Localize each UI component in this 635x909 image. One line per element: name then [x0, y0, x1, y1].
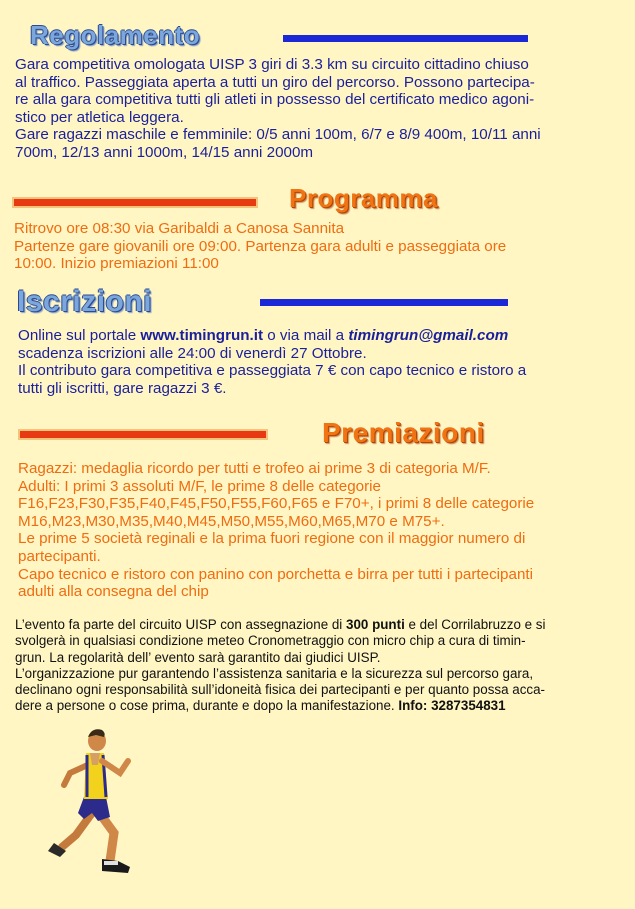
text-middle: o via mail a: [263, 327, 349, 344]
text-suffix: e del Corrilabruzzo e si: [404, 617, 546, 632]
text-line: al traffico. Passeggiata aperta a tutti un giro del percorso. Possono partecipa-: [15, 73, 535, 91]
programma-text: [14, 220, 629, 273]
info-text: [15, 617, 630, 715]
text-line: Le prime 5 società reginali e la prima fuori regione con il maggior numero di: [18, 530, 526, 548]
text-line: re alla gara competitiva tutti gli atleti in possesso del certificato medico agoni-: [15, 91, 535, 109]
text-line: svolgerà in qualsiasi condizione meteo Cronometraggio con micro chip a cura di timin-: [15, 633, 526, 649]
premiazioni-bar: [18, 429, 268, 440]
text-line: F16,F23,F30,F35,F40,F45,F50,F55,F60,F65 e F70+, i primi 8 delle categorie: [18, 495, 535, 513]
iscrizioni-text: [18, 327, 630, 397]
text-line: adulti alla consegna del chip: [18, 583, 209, 601]
text-line: Adulti: I primi 3 assoluti M/F, le prime 8 delle categorie: [18, 477, 381, 495]
text-line: partecipanti.: [18, 547, 101, 565]
text-line: Capo tecnico e ristoro con panino con porchetta e birra per tutti i partecipanti: [18, 565, 533, 583]
text-line: [18, 327, 630, 345]
runner-icon: [40, 725, 150, 885]
text-line: L’organizzazione pur garantendo l’assistenza sanitaria e la sicurezza sul percorso gara,: [15, 665, 534, 681]
text-line: Gara competitiva omologata UISP 3 giri di 3.3 km su circuito cittadino chiuso: [15, 56, 529, 73]
premiazioni-heading: Premiazioni: [322, 417, 485, 448]
regolamento-bar: [283, 35, 528, 42]
text-line: Il contributo gara competitiva e passeggiata 7 € con capo tecnico e ristoro a: [18, 362, 527, 380]
text-line: declinano ogni responsabilità sull’idoneità fisica dei partecipanti e per quanto possa acca-: [15, 682, 546, 698]
text-line: scadenza iscrizioni alle 24:00 di venerdì 27 Ottobre.: [18, 344, 367, 362]
text-line: Partenze gare giovanili ore 09:00. Partenza gara adulti e passeggiata ore: [14, 237, 507, 255]
text-line: M16,M23,M30,M35,M40,M45,M50,M55,M60,M65,M70 e M75+.: [18, 512, 445, 530]
website-link[interactable]: www.timingrun.it: [140, 327, 264, 344]
text-line: Gare ragazzi maschile e femminile: 0/5 anni 100m, 6/7 e 8/9 400m, 10/11 anni: [15, 126, 541, 144]
text-line: 700m, 12/13 anni 1000m, 14/15 anni 2000m: [15, 143, 314, 161]
text-line: 10:00. Inizio premiazioni 11:00: [14, 255, 219, 273]
programma-heading: Programma: [289, 183, 438, 213]
text-line: grun. La regolarità dell’ evento sarà garantito dai giudici UISP.: [15, 649, 381, 665]
text-line: [15, 698, 630, 714]
regolamento-heading: Regolamento: [30, 20, 201, 50]
text-line: [15, 617, 630, 633]
text-prefix: Online sul portale: [18, 327, 141, 344]
iscrizioni-bar: [260, 299, 508, 306]
text-line: Ragazzi: medaglia ricordo per tutti e trofeo ai prime 3 di categoria M/F.: [18, 460, 491, 477]
regolamento-text: [15, 56, 630, 162]
email-link[interactable]: timingrun@gmail.com: [348, 327, 509, 344]
info-phone: Info: 3287354831: [398, 698, 506, 714]
text-prefix: L’evento fa parte del circuito UISP con assegnazione di: [15, 617, 347, 632]
text-line: tutti gli iscritti, gare ragazzi 3 €.: [18, 379, 227, 397]
punti-value: 300 punti: [346, 617, 405, 632]
premiazioni-text: [18, 460, 630, 601]
programma-bar: [12, 197, 258, 208]
iscrizioni-heading: Iscrizioni: [17, 285, 153, 318]
text-prefix: dere a persone o cose prima, durante e dopo la manifestazione.: [15, 698, 399, 714]
text-line: Ritrovo ore 08:30 via Garibaldi a Canosa Sannita: [14, 220, 345, 237]
text-line: stico per atletica leggera.: [15, 108, 184, 126]
